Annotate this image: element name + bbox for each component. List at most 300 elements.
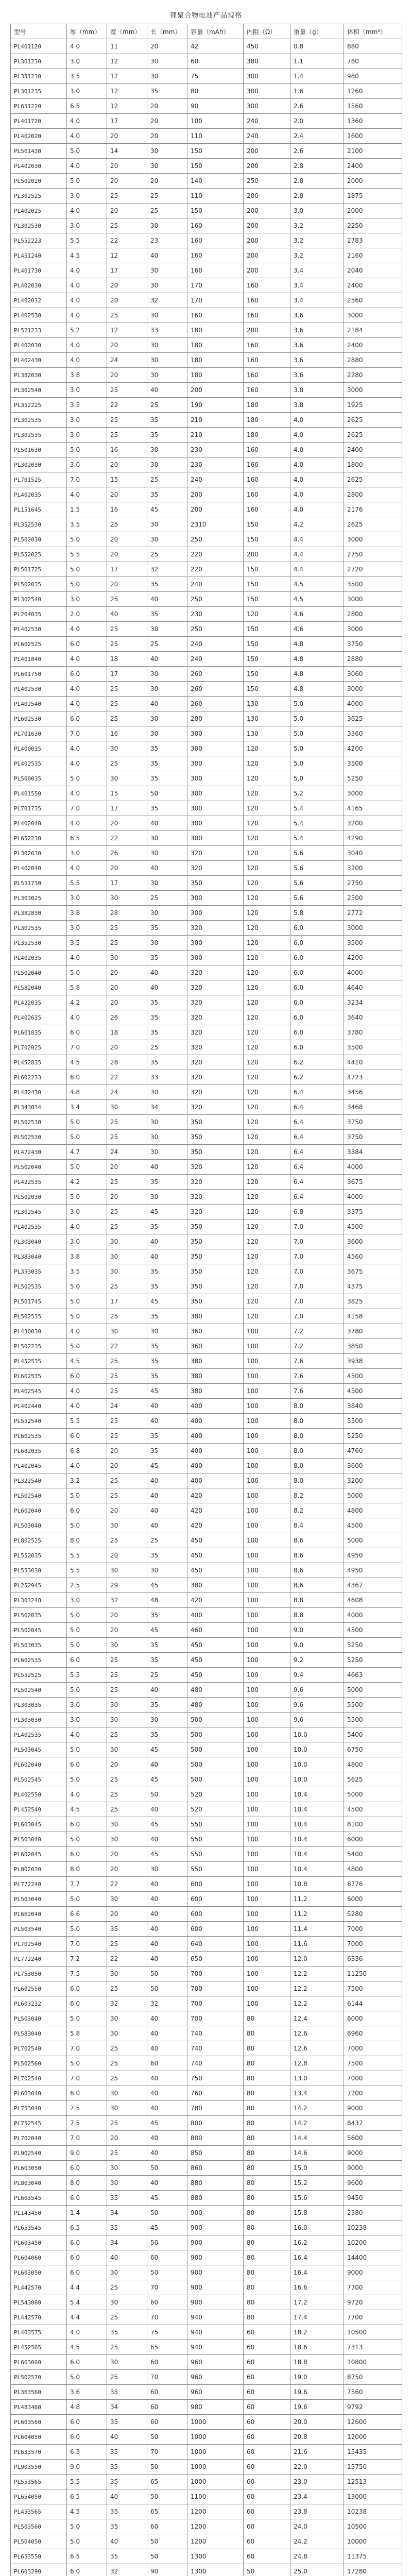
volume-cell: 3500 [344, 936, 402, 951]
model-cell: PL402635 [11, 1010, 67, 1025]
model-cell: PL602550 [11, 1981, 67, 1996]
length-cell: 30 [147, 218, 187, 233]
volume-cell: 8750 [344, 2370, 402, 2385]
width-cell: 25 [107, 2280, 147, 2295]
weight-cell: 6.0 [290, 1040, 344, 1055]
width-cell: 35 [107, 2475, 147, 2489]
resistance-cell: 160 [244, 457, 290, 472]
capacity-cell: 75 [187, 69, 244, 84]
thickness-cell: 4.5 [67, 1055, 107, 1070]
length-cell: 30 [147, 876, 187, 891]
model-cell: PL500035 [11, 771, 67, 786]
model-cell: PL553030 [11, 1563, 67, 1578]
width-cell: 25 [107, 218, 147, 233]
volume-cell: 3675 [344, 1175, 402, 1190]
table-row [11, 2549, 402, 2564]
table-row [11, 1802, 402, 1817]
length-cell: 30 [147, 1190, 187, 1205]
width-cell: 40 [107, 2430, 147, 2445]
model-cell: PL453565 [11, 2504, 67, 2519]
weight-cell: 7.0 [290, 1234, 344, 1249]
capacity-cell: 760 [187, 2086, 244, 2101]
model-cell: PL701630 [11, 726, 67, 741]
table-row [11, 144, 402, 159]
thickness-cell: 5.8 [67, 980, 107, 995]
length-cell: 45 [147, 2191, 187, 2206]
table-row [11, 1742, 402, 1757]
table-row [11, 1817, 402, 1832]
length-cell: 70 [147, 2370, 187, 2385]
table-row [11, 906, 402, 921]
model-cell: PL603290 [11, 2564, 67, 2576]
table-row [11, 1683, 402, 1698]
model-cell: PL802525 [11, 1533, 67, 1548]
table-row [11, 1234, 402, 1249]
weight-cell: 8.0 [290, 1473, 344, 1488]
resistance-cell: 250 [244, 174, 290, 189]
width-cell: 30 [107, 1967, 147, 1981]
thickness-cell: 3.4 [67, 1100, 107, 1115]
model-cell: PL302540 [11, 592, 67, 607]
table-row [11, 2355, 402, 2370]
model-cell: PL633570 [11, 2445, 67, 2460]
resistance-cell: 200 [244, 159, 290, 174]
width-cell: 22 [107, 233, 147, 248]
length-cell: 35 [147, 1548, 187, 1563]
resistance-cell: 80 [244, 2235, 290, 2250]
width-cell: 20 [107, 129, 147, 144]
length-cell: 50 [147, 2265, 187, 2280]
model-cell: PL803040 [11, 2176, 67, 2191]
weight-cell: 2.0 [290, 114, 344, 129]
capacity-cell: 250 [187, 532, 244, 547]
model-cell: PL602530 [11, 711, 67, 726]
width-cell: 35 [107, 2325, 147, 2340]
width-cell: 35 [107, 1922, 147, 1937]
thickness-cell: 5.0 [67, 1638, 107, 1653]
thickness-cell: 4.0 [67, 1219, 107, 1234]
weight-cell: 6.0 [290, 980, 344, 995]
model-cell: PL502570 [11, 2370, 67, 2385]
thickness-cell: 5.0 [67, 443, 107, 457]
width-cell: 25 [107, 413, 147, 428]
volume-cell: 4158 [344, 1309, 402, 1324]
capacity-cell: 280 [187, 711, 244, 726]
thickness-cell: 6.0 [67, 711, 107, 726]
width-cell: 25 [107, 697, 147, 711]
capacity-cell: 1200 [187, 2534, 244, 2549]
weight-cell: 14.2 [290, 2116, 344, 2131]
length-cell: 40 [147, 1414, 187, 1429]
width-cell: 35 [107, 2460, 147, 2475]
volume-cell: 1560 [344, 99, 402, 114]
length-cell: 45 [147, 1847, 187, 1862]
resistance-cell: 100 [244, 1698, 290, 1713]
volume-cell: 3850 [344, 1339, 402, 1354]
resistance-cell: 100 [244, 1668, 290, 1683]
thickness-cell: 6.0 [67, 2235, 107, 2250]
weight-cell: 24.8 [290, 2549, 344, 2564]
capacity-cell: 160 [187, 308, 244, 323]
width-cell: 25 [107, 1668, 147, 1683]
weight-cell: 5.0 [290, 726, 344, 741]
width-cell: 25 [107, 592, 147, 607]
capacity-cell: 780 [187, 2101, 244, 2116]
resistance-cell: 80 [244, 2280, 290, 2295]
width-cell: 12 [107, 323, 147, 338]
model-cell: PL352225 [11, 398, 67, 413]
width-cell: 18 [107, 652, 147, 667]
weight-cell: 5.0 [290, 711, 344, 726]
capacity-cell: 360 [187, 1339, 244, 1354]
capacity-cell: 1200 [187, 2504, 244, 2519]
volume-cell: 5500 [344, 1414, 402, 1429]
column-header: 长（mm） [147, 24, 187, 39]
volume-cell: 3060 [344, 667, 402, 682]
capacity-cell: 240 [187, 637, 244, 652]
volume-cell: 3600 [344, 1459, 402, 1473]
width-cell: 32 [107, 1593, 147, 1608]
width-cell: 20 [107, 1862, 147, 1877]
weight-cell: 4.5 [290, 592, 344, 607]
volume-cell: 4663 [344, 1668, 402, 1683]
thickness-cell: 4.0 [67, 697, 107, 711]
model-cell: PL402535 [11, 1727, 67, 1742]
model-cell: PL602535 [11, 1429, 67, 1444]
volume-cell: 10500 [344, 2325, 402, 2340]
resistance-cell: 300 [244, 84, 290, 99]
weight-cell: 18.6 [290, 2340, 344, 2355]
length-cell: 35 [147, 1025, 187, 1040]
volume-cell: 3000 [344, 786, 402, 801]
length-cell: 45 [147, 1384, 187, 1399]
weight-cell: 3.4 [290, 278, 344, 293]
resistance-cell: 120 [244, 801, 290, 816]
resistance-cell: 60 [244, 2504, 290, 2519]
thickness-cell: 2.5 [67, 1578, 107, 1593]
model-cell: PL501430 [11, 144, 67, 159]
table-row [11, 682, 402, 697]
thickness-cell: 4.0 [67, 159, 107, 174]
capacity-cell: 320 [187, 1070, 244, 1085]
model-cell: PL503035 [11, 1638, 67, 1653]
capacity-cell: 740 [187, 2026, 244, 2041]
weight-cell: 10.0 [290, 1757, 344, 1772]
thickness-cell: 6.0 [67, 2415, 107, 2430]
resistance-cell: 100 [244, 1339, 290, 1354]
thickness-cell: 4.0 [67, 1384, 107, 1399]
weight-cell: 2.6 [290, 99, 344, 114]
thickness-cell: 4.5 [67, 248, 107, 263]
capacity-cell: 800 [187, 2116, 244, 2131]
width-cell: 20 [107, 278, 147, 293]
thickness-cell: 6.0 [67, 2191, 107, 2206]
length-cell: 30 [147, 936, 187, 951]
weight-cell: 4.4 [290, 532, 344, 547]
weight-cell: 16.4 [290, 2250, 344, 2265]
table-row [11, 1772, 402, 1787]
capacity-cell: 170 [187, 278, 244, 293]
table-row [11, 936, 402, 951]
capacity-cell: 320 [187, 1040, 244, 1055]
volume-cell: 4165 [344, 801, 402, 816]
volume-cell: 2400 [344, 443, 402, 457]
width-cell: 25 [107, 1727, 147, 1742]
capacity-cell: 420 [187, 1503, 244, 1518]
capacity-cell: 740 [187, 2056, 244, 2071]
model-cell: PL603545 [11, 2191, 67, 2206]
model-cell: PL603050 [11, 2265, 67, 2280]
capacity-cell: 320 [187, 846, 244, 861]
resistance-cell: 150 [244, 637, 290, 652]
width-cell: 15 [107, 786, 147, 801]
table-row [11, 1115, 402, 1130]
width-cell: 25 [107, 1175, 147, 1190]
width-cell: 34 [107, 2235, 147, 2250]
table-row [11, 2310, 402, 2325]
volume-cell: 4375 [344, 1279, 402, 1294]
volume-cell: 3456 [344, 1085, 402, 1100]
weight-cell: 4.0 [290, 472, 344, 487]
model-cell: PL402030 [11, 278, 67, 293]
resistance-cell: 60 [244, 2400, 290, 2415]
weight-cell: 4.8 [290, 652, 344, 667]
volume-cell: 4800 [344, 1862, 402, 1877]
weight-cell: 10.8 [290, 1877, 344, 1892]
resistance-cell: 100 [244, 1996, 290, 2011]
capacity-cell: 300 [187, 891, 244, 906]
width-cell: 25 [107, 2116, 147, 2131]
table-row [11, 323, 402, 338]
capacity-cell: 260 [187, 682, 244, 697]
model-cell: PL402030 [11, 159, 67, 174]
capacity-cell: 2310 [187, 517, 244, 532]
length-cell: 35 [147, 921, 187, 936]
thickness-cell: 3.8 [67, 1249, 107, 1264]
volume-cell: 7000 [344, 2041, 402, 2056]
capacity-cell: 700 [187, 2011, 244, 2026]
weight-cell: 23.4 [290, 2489, 344, 2504]
capacity-cell: 42 [187, 39, 244, 54]
volume-cell: 1360 [344, 114, 402, 129]
capacity-cell: 360 [187, 1324, 244, 1339]
weight-cell: 8.8 [290, 1608, 344, 1623]
length-cell: 40 [147, 1234, 187, 1249]
table-row [11, 1623, 402, 1638]
resistance-cell: 100 [244, 1548, 290, 1563]
volume-cell: 4723 [344, 1070, 402, 1085]
capacity-cell: 1200 [187, 2519, 244, 2534]
weight-cell: 8.6 [290, 1578, 344, 1593]
resistance-cell: 120 [244, 1145, 290, 1160]
resistance-cell: 120 [244, 831, 290, 846]
resistance-cell: 100 [244, 1742, 290, 1757]
table-row [11, 1040, 402, 1055]
width-cell: 25 [107, 921, 147, 936]
width-cell: 20 [107, 159, 147, 174]
thickness-cell: 5.0 [67, 1772, 107, 1787]
table-row [11, 771, 402, 786]
model-cell: PL602040 [11, 1757, 67, 1772]
model-cell: PL252945 [11, 1578, 67, 1593]
weight-cell: 16.6 [290, 2280, 344, 2295]
resistance-cell: 120 [244, 1100, 290, 1115]
capacity-cell: 640 [187, 1937, 244, 1952]
thickness-cell: 5.0 [67, 1190, 107, 1205]
volume-cell: 10000 [344, 2534, 402, 2549]
weight-cell: 18.8 [290, 2355, 344, 2370]
length-cell: 40 [147, 1473, 187, 1488]
weight-cell: 13.0 [290, 2071, 344, 2086]
length-cell: 30 [147, 1862, 187, 1877]
width-cell: 17 [107, 876, 147, 891]
table-row [11, 711, 402, 726]
thickness-cell: 3.0 [67, 1698, 107, 1713]
weight-cell: 23.0 [290, 2475, 344, 2489]
capacity-cell: 900 [187, 2221, 244, 2235]
volume-cell: 3500 [344, 1040, 402, 1055]
volume-cell: 2176 [344, 502, 402, 517]
capacity-cell: 240 [187, 472, 244, 487]
table-row [11, 248, 402, 263]
width-cell: 30 [107, 2295, 147, 2310]
thickness-cell: 5.5 [67, 1563, 107, 1578]
thickness-cell: 7.5 [67, 2101, 107, 2116]
resistance-cell: 100 [244, 1772, 290, 1787]
table-row [11, 1967, 402, 1981]
length-cell: 25 [147, 472, 187, 487]
resistance-cell: 120 [244, 921, 290, 936]
weight-cell: 10.4 [290, 1862, 344, 1877]
width-cell: 20 [107, 1503, 147, 1518]
capacity-cell: 900 [187, 2235, 244, 2250]
weight-cell: 7.0 [290, 1294, 344, 1309]
width-cell: 16 [107, 502, 147, 517]
thickness-cell: 6.0 [67, 637, 107, 652]
thickness-cell: 4.5 [67, 1802, 107, 1817]
width-cell: 20 [107, 965, 147, 980]
length-cell: 40 [147, 383, 187, 398]
volume-cell: 4500 [344, 1369, 402, 1384]
resistance-cell: 100 [244, 1922, 290, 1937]
capacity-cell: 960 [187, 2355, 244, 2370]
resistance-cell: 50 [244, 2564, 290, 2576]
length-cell: 45 [147, 1459, 187, 1473]
resistance-cell: 100 [244, 1369, 290, 1384]
model-cell: PL502540 [11, 1683, 67, 1698]
weight-cell: 22.0 [290, 2460, 344, 2475]
length-cell: 40 [147, 1937, 187, 1952]
volume-cell: 9720 [344, 2295, 402, 2310]
resistance-cell: 160 [244, 278, 290, 293]
thickness-cell: 4.4 [67, 2280, 107, 2295]
thickness-cell: 6.0 [67, 1981, 107, 1996]
capacity-cell: 320 [187, 1085, 244, 1100]
capacity-cell: 400 [187, 1608, 244, 1623]
length-cell: 65 [147, 2340, 187, 2355]
thickness-cell: 4.0 [67, 129, 107, 144]
model-cell: PL603560 [11, 2415, 67, 2430]
table-row [11, 1369, 402, 1384]
capacity-cell: 940 [187, 2340, 244, 2355]
model-cell: PL303030 [11, 1713, 67, 1727]
capacity-cell: 320 [187, 921, 244, 936]
resistance-cell: 100 [244, 1473, 290, 1488]
table-row [11, 2430, 402, 2445]
length-cell: 35 [147, 577, 187, 592]
weight-cell: 9.0 [290, 1623, 344, 1638]
capacity-cell: 460 [187, 1623, 244, 1638]
capacity-cell: 700 [187, 1967, 244, 1981]
weight-cell: 12.4 [290, 2011, 344, 2026]
volume-cell: 5000 [344, 1533, 402, 1548]
table-row [11, 2086, 402, 2101]
length-cell: 30 [147, 532, 187, 547]
weight-cell: 9.0 [290, 1638, 344, 1653]
table-row [11, 1996, 402, 2011]
table-row [11, 876, 402, 891]
model-cell: PL452535 [11, 1354, 67, 1369]
capacity-cell: 600 [187, 1922, 244, 1937]
capacity-cell: 90 [187, 99, 244, 114]
volume-cell: 2800 [344, 487, 402, 502]
capacity-cell: 160 [187, 263, 244, 278]
thickness-cell: 4.0 [67, 1787, 107, 1802]
length-cell: 40 [147, 816, 187, 831]
table-row [11, 2519, 402, 2534]
model-cell: PL422035 [11, 995, 67, 1010]
thickness-cell: 4.5 [67, 2504, 107, 2519]
thickness-cell: 3.0 [67, 189, 107, 204]
weight-cell: 6.0 [290, 965, 344, 980]
width-cell: 22 [107, 398, 147, 413]
weight-cell: 6.0 [290, 1025, 344, 1040]
thickness-cell: 4.2 [67, 995, 107, 1010]
table-row [11, 532, 402, 547]
volume-cell: 4000 [344, 1608, 402, 1623]
width-cell: 16 [107, 443, 147, 457]
weight-cell: 19.6 [290, 2385, 344, 2400]
resistance-cell: 100 [244, 1952, 290, 1967]
resistance-cell: 100 [244, 1757, 290, 1772]
volume-cell: 3375 [344, 1205, 402, 1219]
thickness-cell: 4.0 [67, 114, 107, 129]
width-cell: 20 [107, 547, 147, 562]
weight-cell: 24.0 [290, 2519, 344, 2534]
weight-cell: 24.2 [290, 2534, 344, 2549]
table-row [11, 1862, 402, 1877]
volume-cell: 2400 [344, 338, 402, 353]
table-row [11, 2176, 402, 2191]
model-cell: PL502530 [11, 1115, 67, 1130]
model-cell: PL602525 [11, 637, 67, 652]
table-row [11, 592, 402, 607]
volume-cell: 4760 [344, 1444, 402, 1459]
weight-cell: 1.4 [290, 69, 344, 84]
resistance-cell: 100 [244, 1608, 290, 1623]
weight-cell: 13.4 [290, 2086, 344, 2101]
volume-cell: 9450 [344, 2191, 402, 2206]
volume-cell: 6000 [344, 2011, 402, 2026]
weight-cell: 20.0 [290, 2415, 344, 2430]
table-row [11, 1219, 402, 1234]
length-cell: 60 [147, 2295, 187, 2310]
capacity-cell: 1300 [187, 2564, 244, 2576]
model-cell: PL701735 [11, 801, 67, 816]
volume-cell: 4500 [344, 1623, 402, 1638]
table-row [11, 278, 402, 293]
resistance-cell: 60 [244, 2460, 290, 2475]
